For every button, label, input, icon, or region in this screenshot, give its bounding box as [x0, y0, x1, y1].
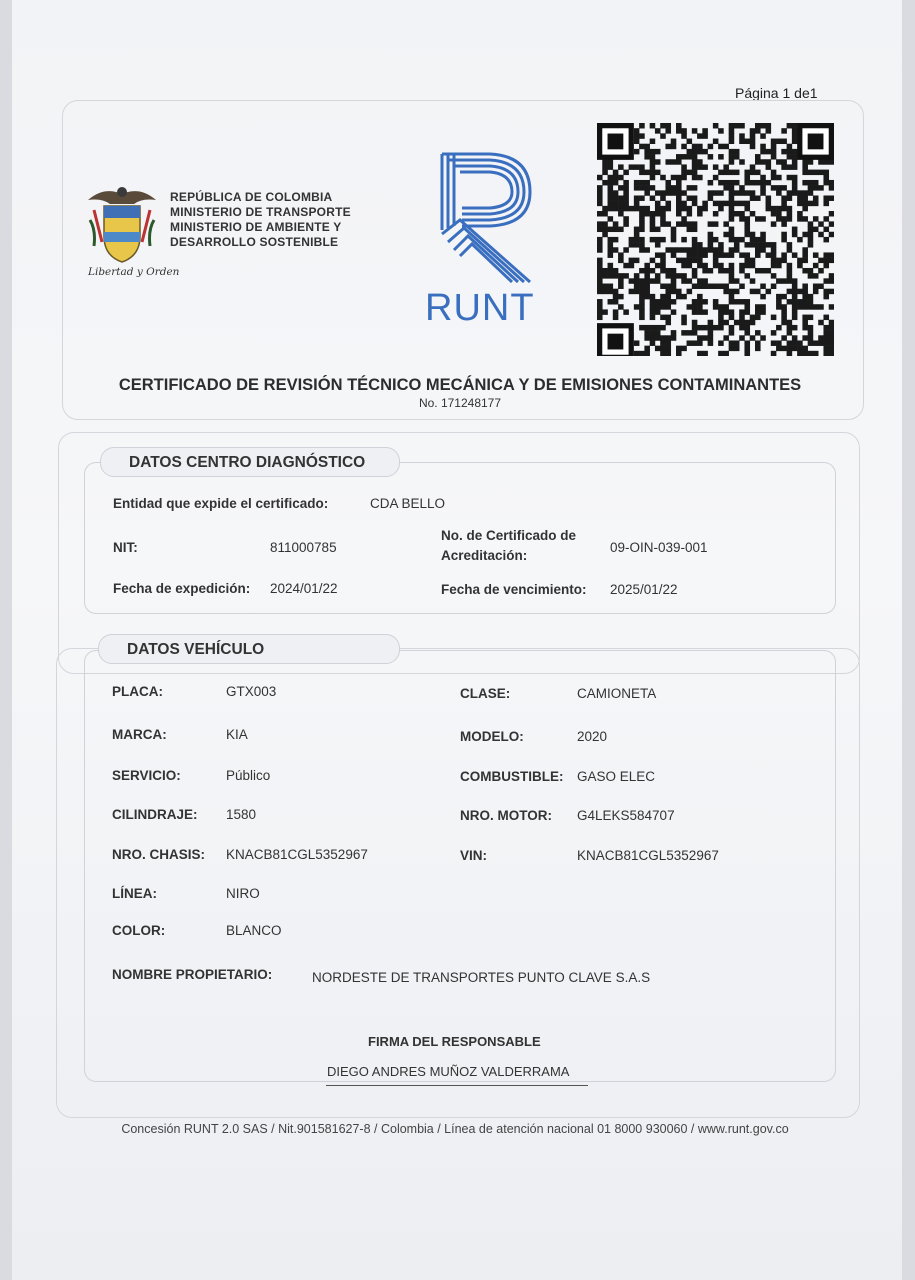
issue-date-label: Fecha de expedición:	[113, 581, 251, 596]
accreditation-label-2: Acreditación:	[441, 548, 528, 563]
section-title-center: DATOS CENTRO DIAGNÓSTICO	[100, 447, 400, 477]
qr-code-icon	[597, 123, 834, 356]
vehicle-field-value: NIRO	[226, 886, 260, 901]
ministry-line: DESARROLLO SOSTENIBLE	[170, 235, 339, 249]
nit-value: 811000785	[270, 540, 337, 555]
runt-logo-text: RUNT	[425, 287, 535, 329]
ministry-line: MINISTERIO DE TRANSPORTE	[170, 205, 351, 219]
ministry-block	[170, 190, 351, 250]
signature-line	[326, 1085, 588, 1086]
coat-motto: Libertad y Orden	[88, 266, 180, 278]
vehicle-field-label: PLACA:	[112, 684, 163, 699]
vehicle-field-label: MARCA:	[112, 727, 167, 742]
vehicle-field-value: BLANCO	[226, 923, 282, 938]
vehicle-field-value: KIA	[226, 727, 248, 742]
runt-logo-icon	[432, 150, 542, 290]
entity-value: CDA BELLO	[370, 496, 446, 511]
vehicle-field-label: COLOR:	[112, 923, 166, 938]
certificate-number: No. 171248177	[418, 396, 502, 410]
vehicle-field-label: COMBUSTIBLE:	[460, 769, 564, 784]
vehicle-field-label: SERVICIO:	[112, 768, 181, 783]
vehicle-field-value: Público	[226, 768, 271, 783]
section-title-vehicle: DATOS VEHÍCULO	[98, 634, 400, 664]
vehicle-field-value: GTX003	[226, 684, 277, 699]
vehicle-field-value: CAMIONETA	[577, 686, 657, 701]
vehicle-field-label: CILINDRAJE:	[112, 807, 198, 822]
ministry-line: MINISTERIO DE AMBIENTE Y	[170, 220, 342, 234]
accreditation-label-1: No. de Certificado de	[441, 528, 577, 543]
vehicle-field-label: NRO. MOTOR:	[460, 808, 552, 823]
signature-title: FIRMA DEL RESPONSABLE	[368, 1034, 541, 1049]
expiry-date-label: Fecha de vencimiento:	[441, 582, 587, 597]
signature-name: DIEGO ANDRES MUÑOZ VALDERRAMA	[327, 1064, 570, 1079]
owner-label: NOMBRE PROPIETARIO:	[112, 967, 273, 982]
nit-label: NIT:	[113, 540, 138, 555]
vehicle-field-value: G4LEKS584707	[577, 808, 675, 823]
vehicle-field-label: MODELO:	[460, 729, 524, 744]
certificate-title: CERTIFICADO DE REVISIÓN TÉCNICO MECÁNICA Y DE EMISIONES CONTAMINANTES	[118, 376, 802, 394]
vehicle-field-value: KNACB81CGL5352967	[577, 848, 719, 863]
page-number: Página 1 de1	[735, 85, 818, 101]
vehicle-field-label: LÍNEA:	[112, 886, 157, 901]
vehicle-field-label: CLASE:	[460, 686, 511, 701]
vehicle-field-value: GASO ELEC	[577, 769, 656, 784]
expiry-date-value: 2025/01/22	[610, 582, 678, 597]
vehicle-field-value: 1580	[226, 807, 257, 822]
owner-value: NORDESTE DE TRANSPORTES PUNTO CLAVE S.A.S	[312, 970, 651, 985]
footer-text: Concesión RUNT 2.0 SAS / Nit.901581627-8 / Colombia / Línea de atención nacional 01 8000 930060 / www.runt.gov.co	[121, 1122, 789, 1136]
issue-date-value: 2024/01/22	[270, 581, 338, 596]
accreditation-value: 09-OIN-039-001	[610, 540, 708, 555]
vehicle-field-label: VIN:	[460, 848, 487, 863]
vehicle-field-label: NRO. CHASIS:	[112, 847, 206, 862]
entity-label: Entidad que expide el certificado:	[113, 496, 329, 511]
ministry-line: REPÚBLICA DE COLOMBIA	[170, 190, 333, 204]
vehicle-data-inner	[84, 650, 836, 1082]
vehicle-field-value: 2020	[577, 729, 608, 744]
vehicle-field-value: KNACB81CGL5352967	[226, 847, 368, 862]
